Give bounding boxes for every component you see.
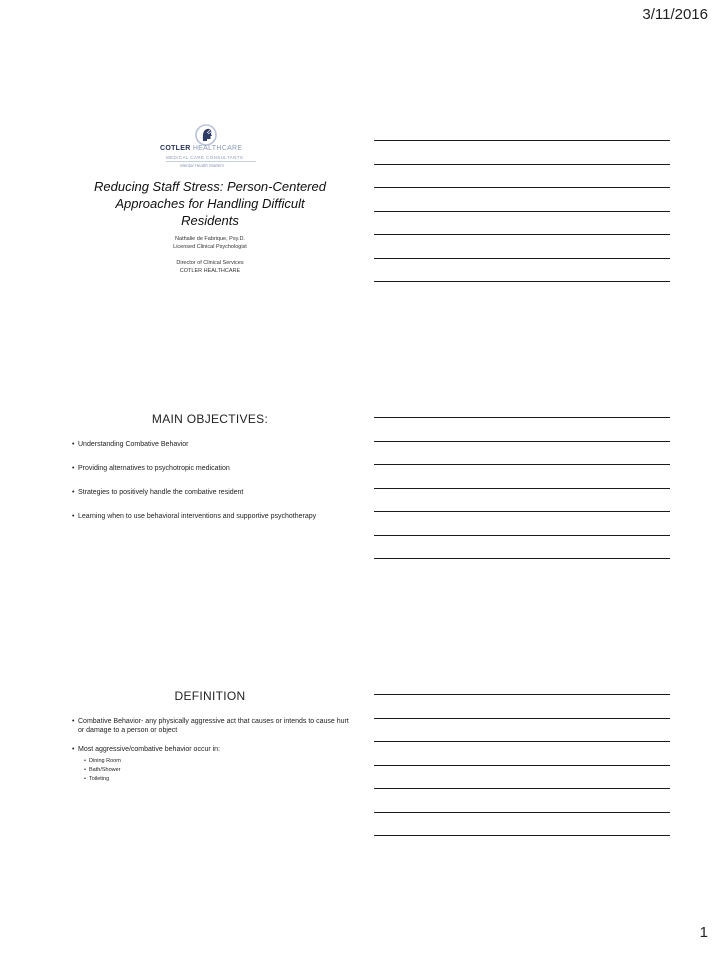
slide-title [60,118,360,343]
list-item: • Combative Behavior- any physically aggressive act that causes or intends to cause hurt or damage to a person or object [72,717,352,735]
location-sublist [78,757,352,784]
presenter-name: Nathalie de Fabrique, Psy.D. [175,236,245,242]
slide-heading: MAIN OBJECTIVES: [151,412,269,426]
sub-list-item: • Toileting [84,775,352,784]
definition-list [72,717,352,794]
presenter-role: Director of Clinical Services [176,260,244,266]
presentation-title: Reducing Staff Stress: Person-Centered Approaches for Handling Difficult Residents [94,179,326,228]
presenter-organization: COTLER HEALTHCARE [179,268,241,274]
logo-divider [166,161,256,162]
list-item: • Providing alternatives to psychotropic medication [72,464,352,473]
list-item: • Understanding Combative Behavior [72,440,352,449]
slide-heading: DEFINITION [174,689,246,703]
slide-definition [60,672,360,897]
cotler-logo [160,123,270,183]
head-profile-icon [194,123,218,147]
list-item: • Learning when to use behavioral interventions and supportive psychotherapy [72,512,352,521]
logo-subtitle: MEDICAL CARE CONSULTANTS [166,155,244,160]
page-number: 1 [699,924,708,941]
presenter-info [60,235,360,275]
sub-list-item: • Bath/Shower [84,766,352,775]
page-date: 3/11/2016 [642,6,708,23]
sub-list-item: • Dining Room [84,757,352,766]
logo-tagline: Mental Health Matters [180,163,225,168]
slide-main-objectives [60,395,360,620]
list-item: • Strategies to positively handle the combative resident [72,488,352,497]
logo-brand: COTLER HEALTHCARE [160,145,243,152]
list-item-text: Most aggressive/combative behavior occur in: [78,746,221,753]
presenter-credential: Licensed Clinical Psychologist [173,244,247,250]
objectives-list [72,440,352,536]
list-item [72,745,352,784]
